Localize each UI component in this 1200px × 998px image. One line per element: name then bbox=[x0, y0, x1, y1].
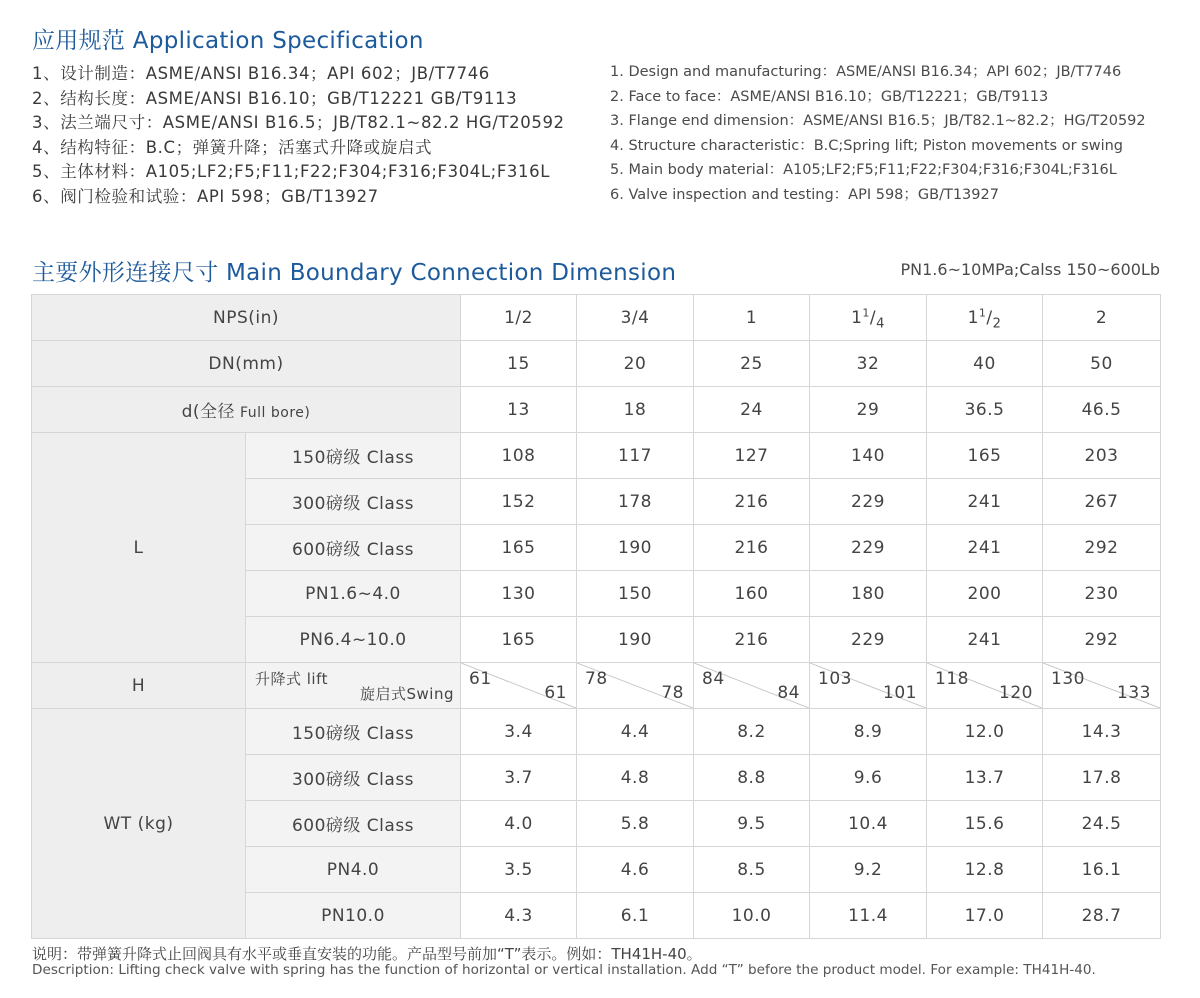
note-chinese: 说明：带弹簧升降式止回阀具有水平或垂直安装的功能。产品型号前加“T”表示。例如：TH41H-40。 bbox=[32, 945, 702, 963]
height-lift-value: 103 bbox=[818, 669, 852, 689]
spec-list-english bbox=[610, 60, 1146, 207]
length-class-label: 300磅级 Class bbox=[246, 479, 461, 525]
length-row bbox=[32, 433, 1161, 479]
weight-value: 11.4 bbox=[810, 893, 927, 939]
length-value: 216 bbox=[694, 617, 810, 663]
weight-value: 10.0 bbox=[694, 893, 810, 939]
spec-item-cn: 6、阀门检验和试验：API 598；GB/T13927 bbox=[32, 186, 379, 206]
height-swing-value: 61 bbox=[544, 683, 567, 703]
length-value: 267 bbox=[1043, 479, 1161, 525]
length-value: 229 bbox=[810, 617, 927, 663]
length-class-label: PN6.4~10.0 bbox=[246, 617, 461, 663]
spec-item-en: 3. Flange end dimension：ASME/ANSI B16.5；JB/T82.1~82.2；HG/T20592 bbox=[610, 113, 1146, 129]
length-class-label: 600磅级 Class bbox=[246, 525, 461, 571]
spec-item-cn: 4、结构特征：B.C；弹簧升降；活塞式升降或旋启式 bbox=[32, 137, 433, 157]
dimension-table-body bbox=[32, 295, 1161, 939]
application-spec-title: 应用规范 Application Specification bbox=[32, 28, 424, 54]
height-value-box bbox=[577, 663, 693, 708]
spec-item-en: 2. Face to face：ASME/ANSI B16.10；GB/T12221；GB/T9113 bbox=[610, 88, 1049, 105]
spec-item-cn: 2、结构长度：ASME/ANSI B16.10；GB/T12221 GB/T9113 bbox=[32, 88, 518, 108]
length-label: L bbox=[32, 433, 246, 663]
weight-value: 16.1 bbox=[1043, 847, 1161, 893]
spec-item-cn: 1、设计制造：ASME/ANSI B16.34；API 602；JB/T7746 bbox=[32, 64, 490, 83]
weight-label: WT (kg) bbox=[32, 709, 246, 939]
weight-value: 8.8 bbox=[694, 755, 810, 801]
length-class-label: 150磅级 Class bbox=[246, 433, 461, 479]
length-value: 216 bbox=[694, 479, 810, 525]
height-value-box bbox=[694, 663, 809, 708]
spec-item-en: 5. Main body material：A105;LF2;F5;F11;F22;F304;F316;F304L;F316L bbox=[610, 162, 1117, 178]
height-value-cell bbox=[694, 663, 810, 709]
height-swing-label: 旋启式Swing bbox=[360, 685, 454, 703]
nps-value bbox=[810, 295, 927, 341]
dimension-table bbox=[31, 294, 1161, 939]
dn-row bbox=[32, 341, 1161, 387]
nps-label: NPS(in) bbox=[32, 295, 461, 341]
bore-value: 18 bbox=[577, 387, 694, 433]
length-value: 165 bbox=[461, 617, 577, 663]
dn-label: DN(mm) bbox=[32, 341, 461, 387]
bore-row bbox=[32, 387, 1161, 433]
weight-value: 5.8 bbox=[577, 801, 694, 847]
length-value: 229 bbox=[810, 525, 927, 571]
weight-value: 24.5 bbox=[1043, 801, 1161, 847]
height-value-box bbox=[1043, 663, 1160, 708]
dn-value: 15 bbox=[461, 341, 577, 387]
length-value: 178 bbox=[577, 479, 694, 525]
nps-whole: 1 bbox=[967, 307, 979, 328]
length-value: 292 bbox=[1043, 617, 1161, 663]
dn-value: 20 bbox=[577, 341, 694, 387]
weight-value: 4.4 bbox=[577, 709, 694, 755]
length-value: 152 bbox=[461, 479, 577, 525]
weight-value: 8.5 bbox=[694, 847, 810, 893]
height-value-box bbox=[927, 663, 1042, 708]
height-swing-value: 78 bbox=[661, 683, 684, 703]
weight-class-label: PN4.0 bbox=[246, 847, 461, 893]
note-english: Description: Lifting check valve with spring has the function of horizontal or vertical installation. Add “T” before the product model. For example: TH41H-40. bbox=[32, 962, 1096, 978]
nps-row bbox=[32, 295, 1161, 341]
weight-value: 6.1 bbox=[577, 893, 694, 939]
nps-fraction-num: 1 bbox=[978, 305, 987, 319]
dn-value: 50 bbox=[1043, 341, 1161, 387]
height-value-cell bbox=[927, 663, 1043, 709]
height-swing-value: 101 bbox=[883, 683, 917, 703]
weight-value: 9.2 bbox=[810, 847, 927, 893]
nps-value bbox=[577, 295, 694, 341]
height-type-box bbox=[246, 663, 460, 708]
height-value-cell bbox=[461, 663, 577, 709]
length-value: 165 bbox=[461, 525, 577, 571]
length-value: 241 bbox=[927, 525, 1043, 571]
nps-value bbox=[461, 295, 577, 341]
weight-value: 28.7 bbox=[1043, 893, 1161, 939]
length-class-label: PN1.6~4.0 bbox=[246, 571, 461, 617]
height-value-cell bbox=[1043, 663, 1161, 709]
height-value-box bbox=[461, 663, 576, 708]
bore-value: 13 bbox=[461, 387, 577, 433]
length-value: 229 bbox=[810, 479, 927, 525]
dimension-title: 主要外形连接尺寸 Main Boundary Connection Dimension bbox=[32, 260, 677, 286]
length-value: 190 bbox=[577, 617, 694, 663]
length-value: 190 bbox=[577, 525, 694, 571]
bore-value: 36.5 bbox=[927, 387, 1043, 433]
weight-value: 8.9 bbox=[810, 709, 927, 755]
weight-value: 3.5 bbox=[461, 847, 577, 893]
weight-value: 3.7 bbox=[461, 755, 577, 801]
nps-value bbox=[1043, 295, 1161, 341]
nps-whole: 1/2 bbox=[504, 307, 533, 328]
weight-class-label: PN10.0 bbox=[246, 893, 461, 939]
length-value: 180 bbox=[810, 571, 927, 617]
length-value: 165 bbox=[927, 433, 1043, 479]
length-value: 200 bbox=[927, 571, 1043, 617]
height-row bbox=[32, 663, 1161, 709]
height-value-cell bbox=[810, 663, 927, 709]
bore-label bbox=[32, 387, 461, 433]
nps-value bbox=[927, 295, 1043, 341]
weight-value: 4.3 bbox=[461, 893, 577, 939]
weight-value: 12.8 bbox=[927, 847, 1043, 893]
weight-value: 15.6 bbox=[927, 801, 1043, 847]
weight-value: 4.8 bbox=[577, 755, 694, 801]
height-type-cell bbox=[246, 663, 461, 709]
nps-fraction-den: 4 bbox=[876, 315, 885, 331]
nps-whole: 1 bbox=[745, 307, 758, 328]
dn-value: 40 bbox=[927, 341, 1043, 387]
spec-item-cn: 3、法兰端尺寸：ASME/ANSI B16.5；JB/T82.1~82.2 HG/T20592 bbox=[32, 113, 565, 132]
height-swing-value: 120 bbox=[999, 683, 1033, 703]
length-value: 140 bbox=[810, 433, 927, 479]
weight-value: 17.8 bbox=[1043, 755, 1161, 801]
length-value: 292 bbox=[1043, 525, 1161, 571]
bore-value: 46.5 bbox=[1043, 387, 1161, 433]
height-swing-value: 133 bbox=[1117, 683, 1151, 703]
nps-whole: 2 bbox=[1095, 307, 1108, 328]
length-value: 127 bbox=[694, 433, 810, 479]
nps-fraction-den: 2 bbox=[992, 315, 1002, 331]
pressure-range-note: PN1.6~10MPa;Calss 150~600Lb bbox=[900, 260, 1160, 279]
spec-item-en: 6. Valve inspection and testing：API 598；GB/T13927 bbox=[610, 186, 999, 203]
weight-value: 12.0 bbox=[927, 709, 1043, 755]
height-label: H bbox=[32, 663, 246, 709]
weight-row bbox=[32, 709, 1161, 755]
height-value-cell bbox=[577, 663, 694, 709]
weight-value: 4.0 bbox=[461, 801, 577, 847]
weight-value: 9.5 bbox=[694, 801, 810, 847]
height-lift-value: 78 bbox=[585, 669, 608, 689]
height-lift-value: 84 bbox=[702, 669, 725, 689]
weight-class-label: 600磅级 Class bbox=[246, 801, 461, 847]
height-swing-value: 84 bbox=[777, 683, 800, 703]
height-lift-value: 118 bbox=[935, 669, 969, 689]
length-value: 241 bbox=[927, 617, 1043, 663]
bore-label-main: d(全径 bbox=[181, 402, 236, 422]
weight-value: 9.6 bbox=[810, 755, 927, 801]
nps-fraction-num: 1 bbox=[862, 305, 870, 319]
length-value: 230 bbox=[1043, 571, 1161, 617]
dn-value: 32 bbox=[810, 341, 927, 387]
nps-fraction-slash: / bbox=[869, 307, 877, 328]
dn-value: 25 bbox=[694, 341, 810, 387]
length-value: 150 bbox=[577, 571, 694, 617]
nps-fraction-slash: / bbox=[986, 307, 993, 328]
weight-value: 13.7 bbox=[927, 755, 1043, 801]
length-value: 160 bbox=[694, 571, 810, 617]
weight-value: 10.4 bbox=[810, 801, 927, 847]
spec-item-en: 1. Design and manufacturing：ASME/ANSI B16.34；API 602；JB/T7746 bbox=[610, 64, 1122, 80]
weight-class-label: 300磅级 Class bbox=[246, 755, 461, 801]
weight-value: 14.3 bbox=[1043, 709, 1161, 755]
length-value: 108 bbox=[461, 433, 577, 479]
height-lift-value: 61 bbox=[469, 669, 492, 689]
spec-item-en: 4. Structure characteristic：B.C;Spring lift; Piston movements or swing bbox=[610, 137, 1123, 154]
weight-value: 8.2 bbox=[694, 709, 810, 755]
length-value: 117 bbox=[577, 433, 694, 479]
length-value: 216 bbox=[694, 525, 810, 571]
nps-whole: 1 bbox=[851, 307, 863, 328]
nps-value bbox=[694, 295, 810, 341]
spec-item-cn: 5、主体材料：A105;LF2;F5;F11;F22;F304;F316;F304L;F316L bbox=[32, 162, 551, 181]
weight-value: 3.4 bbox=[461, 709, 577, 755]
length-value: 241 bbox=[927, 479, 1043, 525]
height-lift-value: 130 bbox=[1051, 669, 1085, 689]
height-value-box bbox=[810, 663, 926, 708]
spec-list-chinese bbox=[32, 62, 565, 209]
length-value: 203 bbox=[1043, 433, 1161, 479]
bore-value: 24 bbox=[694, 387, 810, 433]
weight-value: 4.6 bbox=[577, 847, 694, 893]
length-value: 130 bbox=[461, 571, 577, 617]
bore-label-small: Full bore) bbox=[235, 405, 311, 421]
weight-value: 17.0 bbox=[927, 893, 1043, 939]
bore-value: 29 bbox=[810, 387, 927, 433]
height-lift-label: 升降式 lift bbox=[255, 670, 329, 688]
weight-class-label: 150磅级 Class bbox=[246, 709, 461, 755]
nps-whole: 3/4 bbox=[620, 307, 650, 328]
